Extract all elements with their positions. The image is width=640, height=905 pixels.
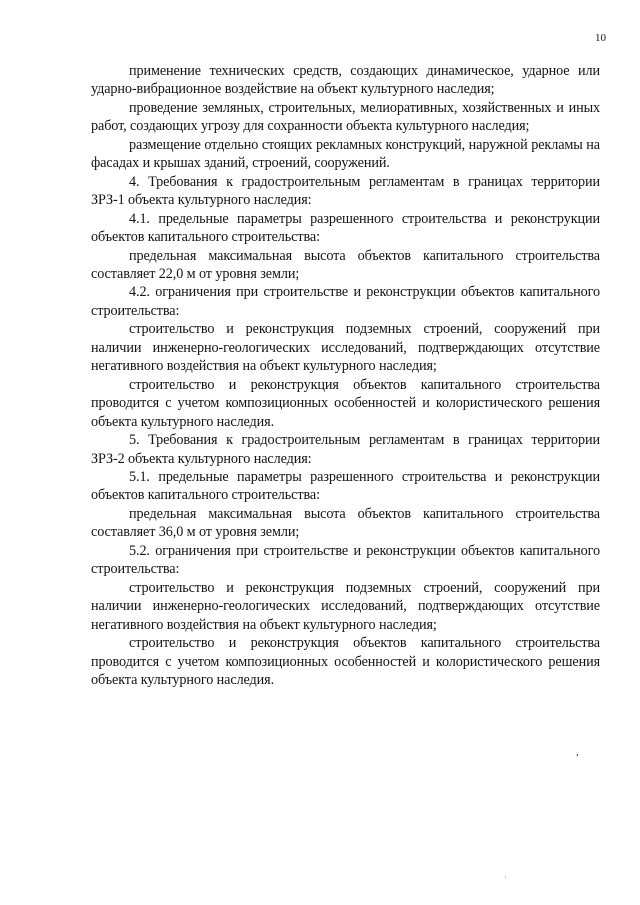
section-5-1-height: предельная максимальная высота объектов капитального строительства составляет 36,0 м от уровня земли;	[91, 505, 600, 541]
section-4-2: 4.2. ограничения при строительстве и реконструкции объектов капитального строительства:	[91, 284, 600, 319]
section-4-heading: 4. Требования к градостроительным регламентам в границах территории ЗРЗ-1 объекта культурного наследия:	[91, 173, 600, 209]
section-4-1: 4.1. предельные параметры разрешенного строительства и реконструкции объектов капитального строительства:	[91, 210, 600, 246]
paragraph-earthworks: проведение земляных, строительных, мелиоративных, хозяйственных и иных работ, создающих угрозу для сохранности объекта культурного наследия;	[91, 99, 600, 135]
page-number: 10	[595, 32, 606, 44]
scan-speck: ·	[504, 872, 507, 882]
section-4-2-underground: строительство и реконструкция подземных строений, сооружений при наличии инженерно-геологических исследований, подтверждающих отсутствие негативного воздействия на объект культурного наследия;	[91, 321, 600, 375]
section-5-2-underground: строительство и реконструкция подземных строений, сооружений при наличии инженерно-геологических исследований, подтверждающих отсутствие негативного воздействия на объект культурного наследия;	[91, 579, 600, 633]
section-5-heading: 5. Требования к градостроительным регламентам в границах территории ЗРЗ-2 объекта культурного наследия:	[91, 432, 600, 467]
paragraph-advertising: размещение отдельно стоящих рекламных конструкций, наружной рекламы на фасадах и крышах зданий, строений, сооружений.	[91, 136, 600, 172]
section-5-2-composition: строительство и реконструкция объектов капитального строительства проводится с учетом композиционных особенностей и колористического решения объекта культурного наследия.	[91, 635, 600, 688]
section-5-1: 5.1. предельные параметры разрешенного строительства и реконструкции объектов капитального строительства:	[91, 468, 600, 504]
margin-mark: ,	[576, 746, 579, 758]
section-4-2-composition: строительство и реконструкция объектов капитального строительства проводится с учетом композиционных особенностей и колористического решения объекта культурного наследия.	[91, 376, 600, 430]
document-body	[91, 62, 600, 689]
paragraph-tech-means: применение технических средств, создающих динамическое, ударное или ударно-вибрационное воздействие на объект культурного наследия;	[91, 63, 600, 98]
section-4-1-height: предельная максимальная высота объектов капитального строительства составляет 22,0 м от уровня земли;	[91, 247, 600, 282]
section-5-2: 5.2. ограничения при строительстве и реконструкции объектов капитального строительства:	[91, 542, 600, 578]
